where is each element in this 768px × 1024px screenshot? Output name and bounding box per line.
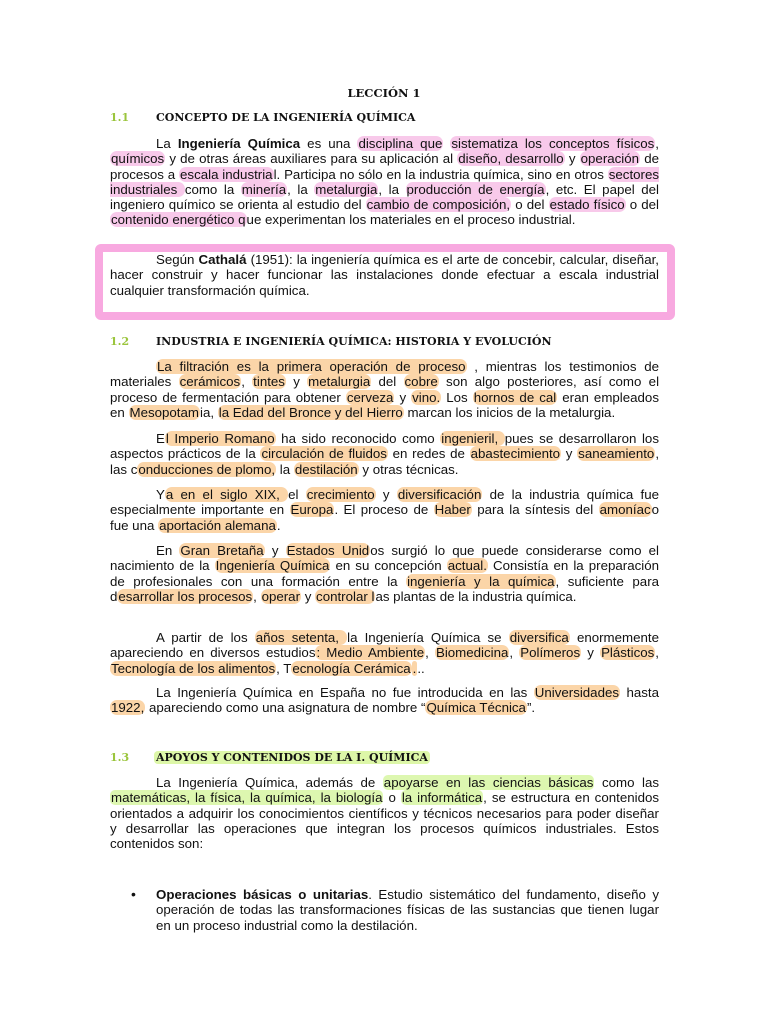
paragraph: A partir de los años setenta, la Ingeniería Química se diversifica enormemente apareciendo en diversos estudios: Medio Ambiente, Biomedicina, Polímeros y Plásticos, Tecnología de los alimentos, Tecnología Cerámica ... — [110, 630, 659, 676]
paragraph: La Ingeniería Química en España no fue introducida en las Universidades hasta 1922, apareciendo como una asignatura de nombre “Química Técnica”. — [111, 685, 659, 716]
paragraph: La Ingeniería Química, además de apoyarse en las ciencias básicas como las matemáticas, la física, la química, la biología o la informática, se estructura en contenidos orientados a adquirir los conocimientos científicos y técnicos necesarios para poder diseñar y desarrollar las operaciones que integran los procesos químicos industriales. Estos contenidos son: — [110, 775, 660, 852]
section-title: CONCEPTO DE LA INGENIERÍA QUÍMICA — [156, 111, 416, 124]
quote-paragraph: Según Cathalá (1951): la ingeniería química es el arte de concebir, calcular, diseñar, hacer construir y hacer funcionar las instalaciones donde efectuar a escala industrial cualquier transformación química. — [110, 252, 659, 298]
lesson-title: LECCIÓN 1 — [347, 86, 421, 100]
section-title: APOYOS Y CONTENIDOS DE LA I. QUÍMICA — [156, 751, 428, 764]
bullet-marker: • — [131, 886, 136, 902]
section-number: 1.3 — [110, 751, 130, 764]
list-item: Operaciones básicas o unitarias. Estudio sistemático del fundamento, diseño y operación de todas las transformaciones físicas de las sustancias que tienen lugar en un proceso industrial como la destilación. — [156, 887, 659, 933]
section-title: INDUSTRIA E INGENIERÍA QUÍMICA: HISTORIA Y EVOLUCIÓN — [156, 335, 552, 348]
paragraph: Ya en el siglo XIX, el crecimiento y diversificación de la industria química fue especialmente importante en Europa. El proceso de Haber para la síntesis del amoníaco fue una aportación alemana. — [110, 487, 660, 533]
section-number: 1.2 — [110, 335, 130, 348]
paragraph: En Gran Bretaña y Estados Unidos surgió lo que puede considerarse como el nacimiento de la Ingeniería Química en su concepción actual. Consistía en la preparación de profesionales con una formación entre la ingeniería y la química, suficiente para desarrollar los procesos, operar y controlar las plantas de la industria química. — [110, 543, 660, 604]
paragraph: La filtración es la primera operación de proceso , mientras los testimonios de materiales cerámicos, tintes y metalurgia del cobre son algo posteriores, así como el proceso de fermentación para obtener cerveza y vino. Los hornos de cal eran empleados en Mesopotamia, la Edad del Bronce y del Hierro marcan los inicios de la metalurgia. — [110, 359, 660, 420]
paragraph: La Ingeniería Química es una disciplina que sistematiza los conceptos físicos, químicos y de otras áreas auxiliares para su aplicación al diseño, desarrollo y operación de procesos a escala industrial. Participa no sólo en la industria química, sino en otros sectores industriales como la minería, la metalurgia, la producción de energía, etc. El papel del ingeniero químico se orienta al estudio del cambio de composición, o del estado físico o del contenido energético que experimentan los materiales en el proceso industrial. — [110, 136, 660, 228]
paragraph: El Imperio Romano ha sido reconocido como ingenieril, pues se desarrollaron los aspectos prácticos de la circulación de fluidos en redes de abastecimiento y saneamiento, las conducciones de plomo, la destilación y otras técnicas. — [110, 431, 660, 477]
section-number: 1.1 — [110, 111, 130, 124]
